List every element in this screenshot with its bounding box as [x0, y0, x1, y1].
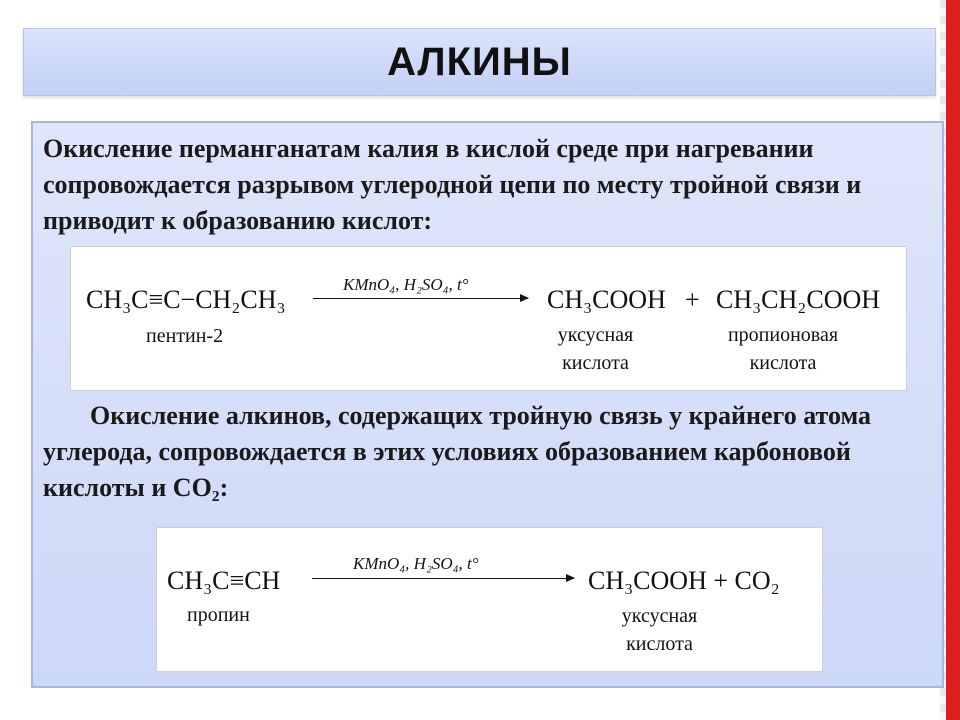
reaction-arrow	[312, 578, 574, 579]
reactant-formula: CH₃C≡CH	[167, 566, 281, 595]
slide-title: АЛКИНЫ	[387, 39, 572, 84]
products-formula: CH₃COOH + CO₂	[588, 566, 780, 595]
plus-sign: +	[685, 285, 700, 314]
product1-name: уксусная кислота	[557, 324, 634, 374]
reaction-arrow	[313, 298, 528, 299]
reaction-pentyne-box	[70, 246, 907, 391]
paragraph-terminal-alkyne: Окисление алкинов, содержащих тройную связь у крайнего атома углерода, сопровождается в этих условиях образованием карбоновой кислоты и CO₂:	[43, 401, 872, 502]
paragraph-permanganate: Окисление перманганатам калия в кислой среде при нагревании сопровождается разрывом углеродной цепи по месту тройной связи и приводит к образованию кислот:	[43, 134, 862, 235]
reactant-formula: CH₃C≡C−CH₂CH₃	[86, 285, 286, 314]
product-propionic-acid: CH₃CH₂COOH	[716, 285, 881, 314]
reactant-name: пропин	[187, 604, 250, 626]
title-banner	[23, 28, 936, 96]
accent-bar	[946, 0, 960, 720]
reaction-conditions: KMnO₄, H₂SO₄, t°	[353, 554, 479, 573]
reactant-name: пентин-2	[146, 325, 224, 347]
product2-name: пропионовая кислота	[727, 324, 839, 374]
reaction-conditions: KMnO₄, H₂SO₄, t°	[343, 275, 469, 294]
product-acetic-acid: CH₃COOH	[547, 285, 666, 314]
reaction-propyne-box	[156, 527, 823, 672]
product-name: уксусная кислота	[621, 605, 698, 655]
